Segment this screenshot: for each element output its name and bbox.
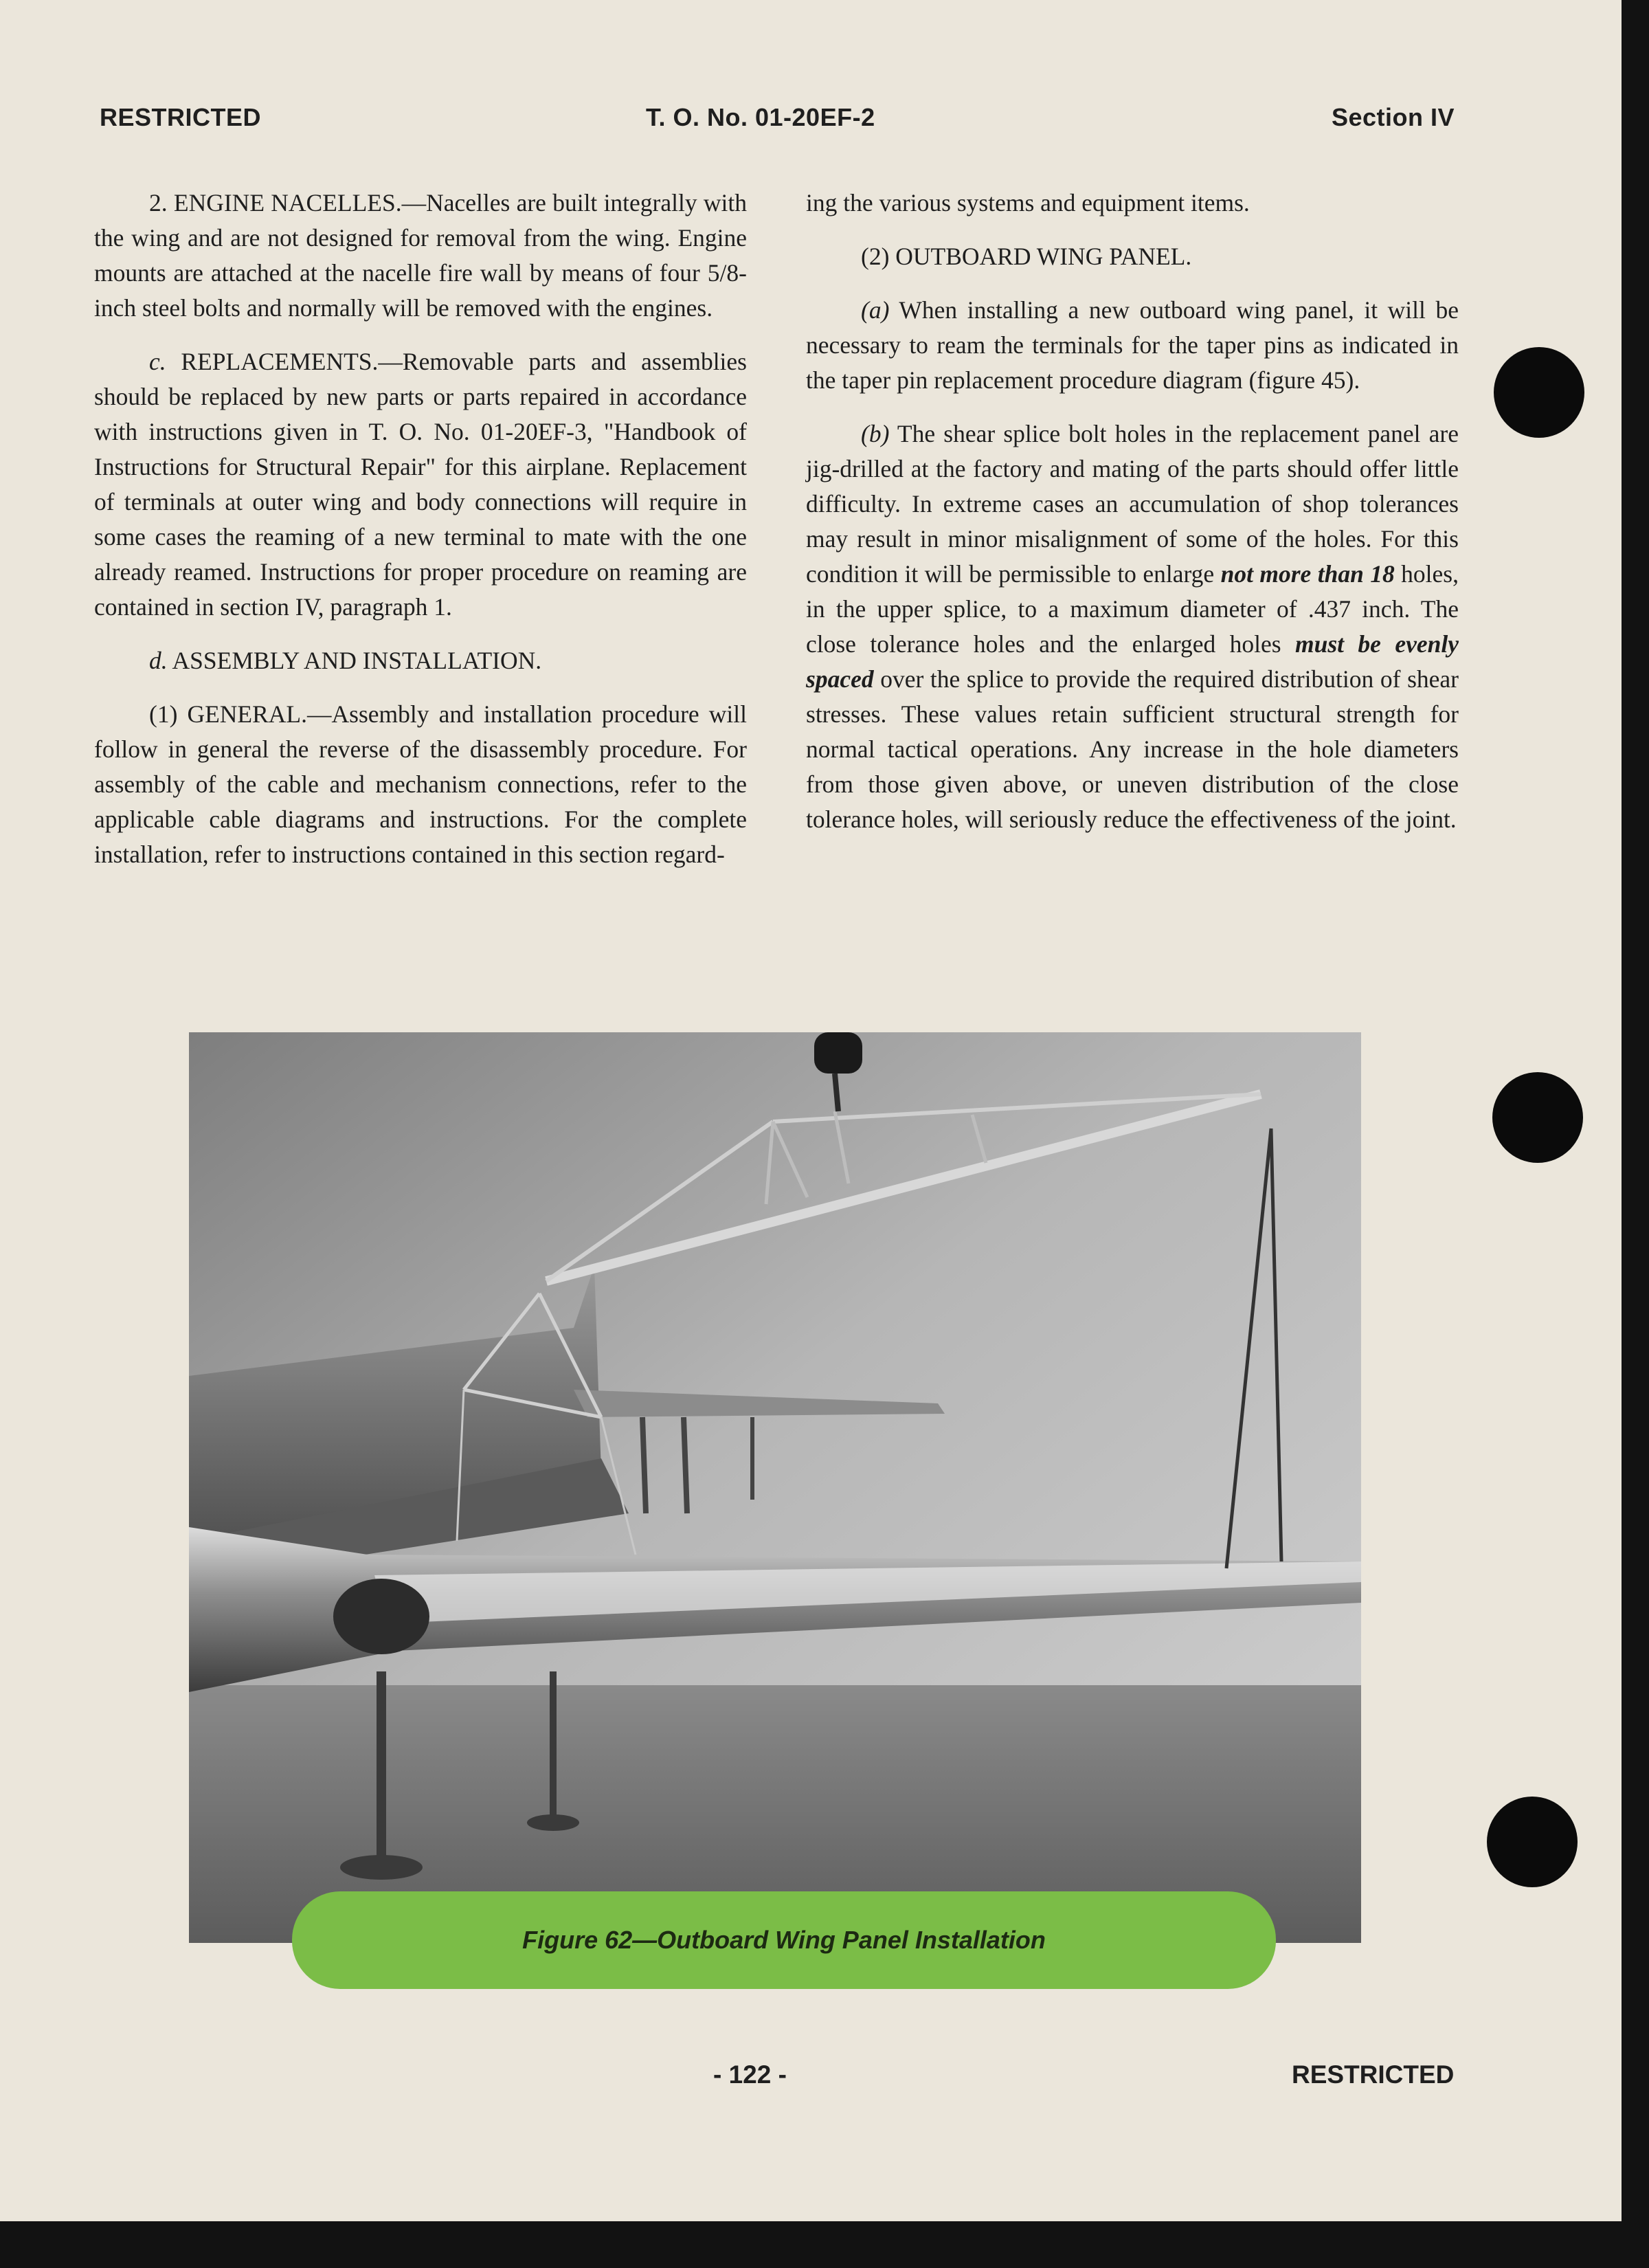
- binder-hole-bottom: [1487, 1797, 1578, 1887]
- paragraph-a: (a) When installing a new outboard wing panel, it will be necessary to ream the terminals for the taper pins as indicated in the taper pin replacement procedure diagram (figure 45).: [806, 296, 1459, 394]
- header-section: Section IV: [1332, 103, 1455, 131]
- footer-classification: RESTRICTED: [1292, 2060, 1455, 2089]
- heading-replacements: REPLACEMENTS.: [166, 348, 379, 375]
- page-number: - 122 -: [713, 2060, 787, 2089]
- paragraph-engine-nacelles: 2. ENGINE NACELLES.—Nacelles are built integrally with the wing and are not designed for removal from the wing. Engine mounts are attached at the nacelle fire wall by means of four 5/8-inch steel bolts and normally will be removed with the engines.: [94, 189, 748, 322]
- figure-caption: Figure 62—Outboard Wing Panel Installation: [292, 1891, 1276, 1989]
- header-classification: RESTRICTED: [100, 103, 262, 131]
- header-document-number: T. O. No. 01-20EF-2: [646, 103, 875, 131]
- heading-general: (1) GENERAL.: [149, 700, 307, 728]
- paragraph-general: (1) GENERAL.—Assembly and installation procedure will follow in general the reverse of the disassembly procedure. For assembly of the cable and mechanism connections, refer to the applicable cable diagrams and instructions. For the complete installation, refer to instructions contained in this section regard-: [94, 700, 747, 868]
- wing-installation-photo: [189, 1032, 1361, 1943]
- paragraph-continuation: ing the various systems and equipment items.: [806, 189, 1250, 216]
- binder-hole-top: [1494, 347, 1584, 438]
- heading-outboard-wing-panel: (2) OUTBOARD WING PANEL.: [861, 243, 1192, 270]
- fraction: 5/8: [707, 259, 739, 287]
- heading-assembly-installation: d. ASSEMBLY AND INSTALLATION.: [149, 647, 542, 674]
- binder-hole-middle: [1492, 1072, 1583, 1163]
- paragraph-b: (b) The shear splice bolt holes in the replacement panel are jig-drilled at the factory and mating of the parts should offer little difficulty. In extreme cases an accumulation of shop tolerances may result in minor misalignment of some of the holes. For this condition it will be permissible to enlarge not more than 18 holes, in the upper splice, to a maximum diameter of .437 inch. The close tolerance holes and the enlarged holes must be evenly spaced over the splice to provide the required distribution of shear stresses. These values retain sufficient structural strength for normal tactical operations. Any increase in the hole diameters from those given above, or uneven distribution of the close tolerance holes, will seriously reduce the effectiveness of the joint.: [806, 420, 1459, 833]
- paragraph-replacements: c. REPLACEMENTS.—Removable parts and assemblies should be replaced by new parts or parts repaired in accordance with instructions given in T. O. No. 01-20EF-3, "Handbook of Instructions for Structural Repair" for this airplane. Replacement of terminals at outer wing and body connections will require in some cases the reaming of a new terminal to mate with the one already reamed. Instructions for proper procedure on reaming are contained in section IV, paragraph 1.: [94, 348, 747, 621]
- figure-photo: [189, 1032, 1361, 1943]
- left-column: [94, 186, 747, 891]
- right-column: [806, 186, 1459, 856]
- heading-engine-nacelles: 2. ENGINE NACELLES.: [149, 189, 402, 216]
